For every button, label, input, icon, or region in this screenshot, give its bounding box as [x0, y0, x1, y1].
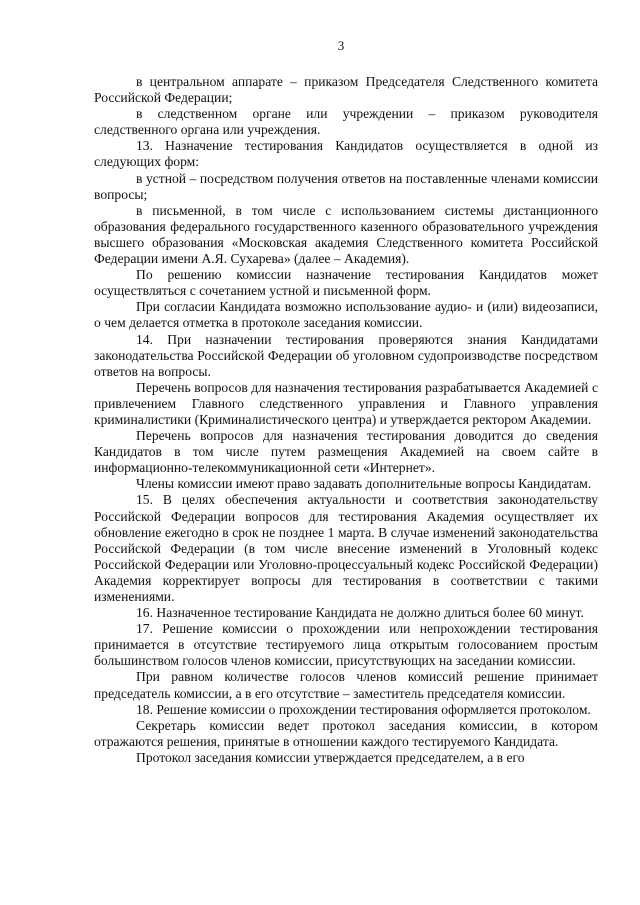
paragraph: 15. В целях обеспечения актуальности и соответствия законодательству Российской Федерации вопросов для тестирования Академия осуществляет их обновление ежегодно в срок не позднее 1 марта. В случае изменений законодательства Российской Федерации (в том числе внесение изменений в Уголовный кодекс Российской Федерации или Уголовно-процессуальный кодекс Российской Федерации) Академия корректирует вопросы для тестирования в соответствии с такими изменениями.: [94, 492, 598, 604]
paragraph: Протокол заседания комиссии утверждается председателем, а в его: [136, 749, 525, 765]
paragraph: По решению комиссии назначение тестирования Кандидатов может осуществляться с сочетанием устной и письменной форм.: [94, 267, 598, 299]
paragraph: 17. Решение комиссии о прохождении или непрохождении тестирования принимается в отсутствие тестируемого лица открытым голосованием простым большинством голосов членов комиссии, присутствующих на заседании комиссии.: [94, 621, 598, 669]
paragraph: в следственном органе или учреждении – приказом руководителя следственного органа или учреждения.: [94, 106, 598, 138]
paragraph: Перечень вопросов для назначения тестирования доводится до сведения Кандидатов в том числе путем размещения Академией на своем сайте в информационно-телекоммуникационной сети «Интернет».: [94, 428, 598, 476]
paragraph: Перечень вопросов для назначения тестирования разрабатывается Академией с привлечением Главного следственного управления и Главного управления криминалистики (Криминалистического центра) и утверждается ректором Академии.: [94, 379, 598, 427]
paragraph: При равном количестве голосов членов комиссий решение принимает председатель комиссии, а в его отсутствие – заместитель председателя комиссии.: [94, 669, 598, 701]
paragraph: Секретарь комиссии ведет протокол заседания комиссии, в котором отражаются решения, принятые в отношении каждого тестируемого Кандидата.: [94, 717, 598, 749]
page-number: 3: [337, 38, 345, 53]
paragraph: 18. Решение комиссии о прохождении тестирования оформляется протоколом.: [136, 701, 591, 717]
paragraph: 13. Назначение тестирования Кандидатов осуществляется в одной из следующих форм:: [94, 138, 598, 170]
paragraph: в центральном аппарате – приказом Председателя Следственного комитета Российской Федерации;: [94, 74, 598, 106]
paragraph: в устной – посредством получения ответов на поставленные членами комиссии вопросы;: [94, 170, 598, 202]
document-body: [94, 74, 598, 766]
paragraph: в письменной, в том числе с использованием системы дистанционного образования федерального государственного казенного образовательного учреждения высшего образования «Московская академия Следственного комитета Российской Федерации имени А.Я. Сухарева» (далее – Академия).: [94, 202, 598, 267]
paragraph: При согласии Кандидата возможно использование аудио- и (или) видеозаписи, о чем делается отметка в протоколе заседания комиссии.: [94, 299, 598, 331]
paragraph: 14. При назначении тестирования проверяются знания Кандидатами законодательства Российской Федерации об уголовном судопроизводстве посредством ответов на вопросы.: [94, 331, 598, 379]
paragraph: 16. Назначенное тестирование Кандидата не должно длиться более 60 минут.: [136, 605, 584, 621]
paragraph: Члены комиссии имеют право задавать дополнительные вопросы Кандидатам.: [136, 476, 592, 492]
